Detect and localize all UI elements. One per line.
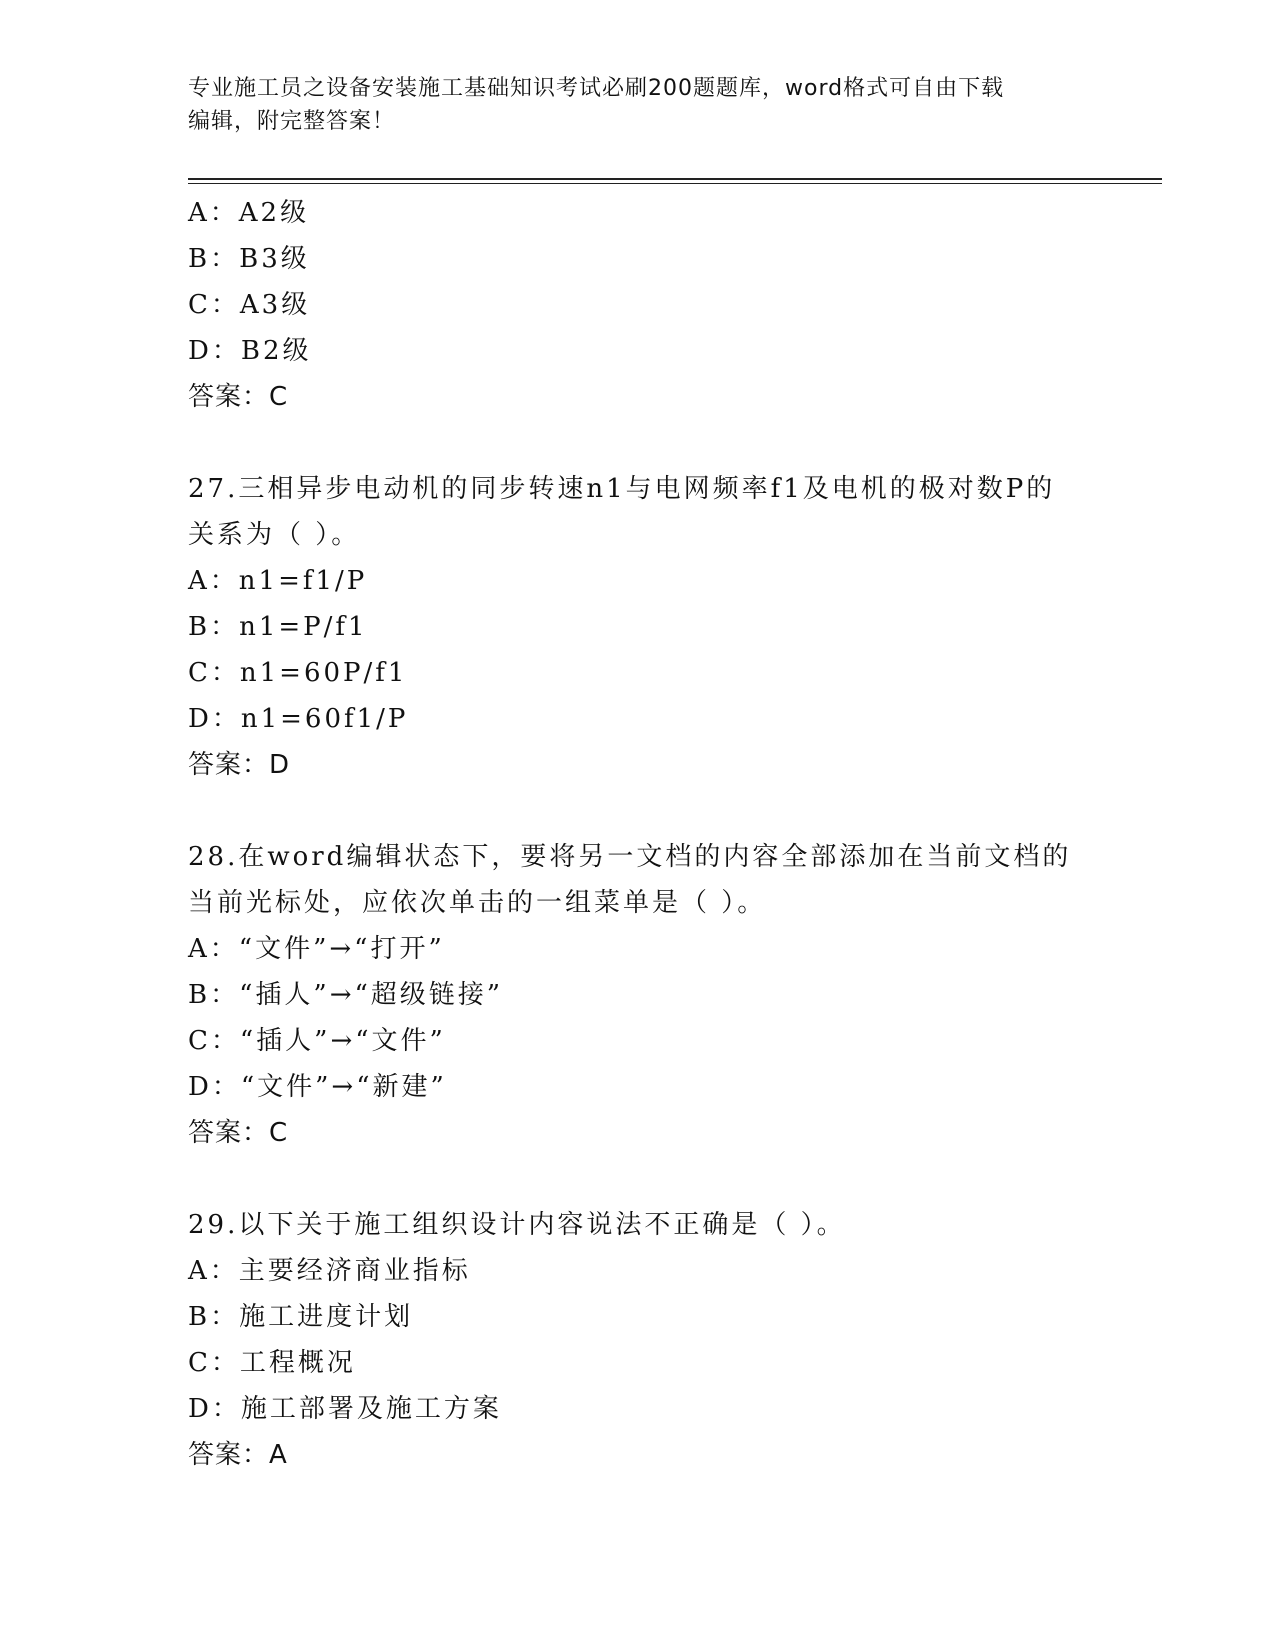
option-d: D：n1=60f1/P: [188, 704, 409, 734]
option-b: B：B3级: [188, 244, 310, 274]
header-divider: [188, 178, 1162, 184]
question-28: [188, 834, 1088, 1156]
option-a: A：A2级: [188, 198, 310, 228]
document-body: [188, 190, 1088, 1524]
option-c: C：n1=60P/f1: [188, 658, 408, 688]
option-c: C：A3级: [188, 290, 311, 320]
question-stem: 28.在word编辑状态下，要将另一文档的内容全部添加在当前文档的: [188, 842, 1072, 872]
question-26: [188, 190, 1088, 420]
header-line-2: 编辑，附完整答案！: [188, 109, 396, 134]
question-stem: 29.以下关于施工组织设计内容说法不正确是（ ）。: [188, 1210, 846, 1240]
question-stem-continued: 关系为（ ）。: [188, 520, 361, 550]
document-header: [188, 72, 1088, 138]
option-d: D：施工部署及施工方案: [188, 1394, 502, 1424]
option-c: C：工程概况: [188, 1348, 356, 1378]
option-a: A：“文件”→“打开”: [188, 934, 445, 964]
answer: 答案：C: [188, 382, 289, 412]
answer: 答案：A: [188, 1440, 288, 1470]
question-27: [188, 466, 1088, 788]
header-line-1: 专业施工员之设备安装施工基础知识考试必刷200题题库，word格式可自由下载: [188, 76, 1005, 101]
question-29: [188, 1202, 1088, 1478]
option-c: C：“插人”→“文件”: [188, 1026, 446, 1056]
question-stem: 27.三相异步电动机的同步转速n1与电网频率f1及电机的极对数P的: [188, 474, 1056, 504]
answer: 答案：D: [188, 750, 291, 780]
option-b: B：施工进度计划: [188, 1302, 414, 1332]
option-b: B：n1=P/f1: [188, 612, 368, 642]
option-a: A：主要经济商业指标: [188, 1256, 471, 1286]
option-d: D：“文件”→“新建”: [188, 1072, 447, 1102]
question-stem-continued: 当前光标处，应依次单击的一组菜单是（ ）。: [188, 888, 767, 918]
answer: 答案：C: [188, 1118, 289, 1148]
option-a: A：n1=f1/P: [188, 566, 368, 596]
option-b: B：“插人”→“超级链接”: [188, 980, 504, 1010]
option-d: D：B2级: [188, 336, 312, 366]
